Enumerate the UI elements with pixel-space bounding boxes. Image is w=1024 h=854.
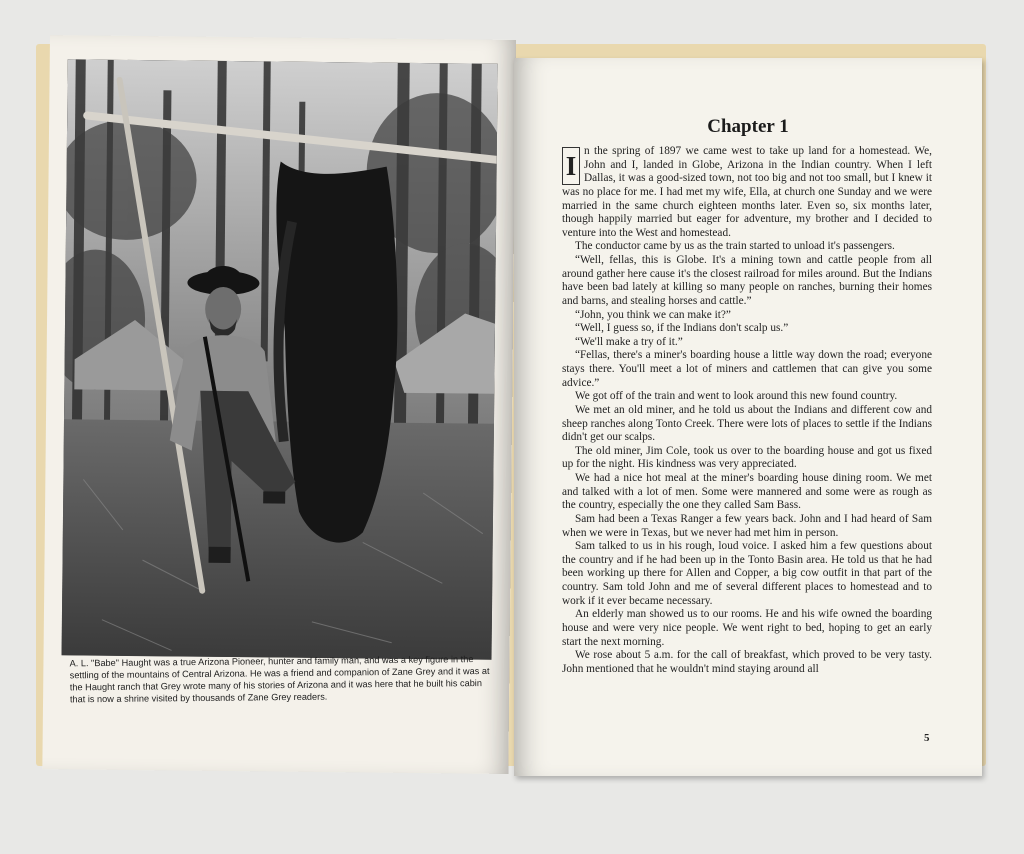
drop-cap: I [562,147,580,185]
paragraph: The old miner, Jim Cole, took us over to the boarding house and got us fixed up for the night. His kindness was very appreciated. [562,444,932,471]
left-page [42,35,516,774]
paragraph: “Well, fellas, this is Globe. It's a mining town and cattle people from all around gather here cause it's the closest railroad for miles around. But the Indians have been bad lately at killing so many people on ranches, burning their homes and barns, and stealing horses and cattle.” [562,254,932,307]
paragraph: “Well, I guess so, if the Indians don't scalp us.” [575,322,789,335]
photo-caption: A. L. "Babe" Haught was a true Arizona Pioneer, hunter and family man, and was a key figure in the settling of the mountains of Central Arizona. He was a friend and companion of Zane Grey and it was at the Haught ranch that Grey wrote many of his stories of Arizona and it was here that he built his cabin that is now a shrine visited by thousands of Zane Grey readers. [69,654,490,705]
paragraph: We got off of the train and went to look around this new found country. [575,390,898,403]
paragraph: “Fellas, there's a miner's boarding house a little way down the road; everyone stays there. You'll meet a lot of miners and cattlemen that can give you some advice.” [562,349,932,389]
chapter-body [562,145,932,676]
paragraph: “We'll make a try of it.” [575,335,683,348]
page-number: 5 [924,732,930,744]
paragraph: We rose about 5 a.m. for the call of breakfast, which proved to be very tasty. John mentioned that he wouldn't mind staying around all [562,649,932,675]
paragraph: The conductor came by us as the train started to unload it's passengers. [575,240,895,253]
hunter-bear-photo [62,59,498,659]
first-paragraph: I n the spring of 1897 we came west to take up land for a homestead. We, John and I, landed in Globe, Arizona in the Indian country. When I left Dallas, it was a good-sized town, not too big and not too small, but I knew it was no place for me. I had met my wife, Ella, at church one Sunday and we were married in the same church eighteen months later. Even so, six months later, though happily married but eager for adventure, my brother and I decided to venture into the West and homestead. [562,145,932,239]
paragraph: An elderly man showed us to our rooms. He and his wife owned the boarding house and were very nice people. We went right to bed, hoping to get an early start the next morning. [562,608,932,648]
chapter-title: Chapter 1 [707,116,789,137]
paragraph: We had a nice hot meal at the miner's boarding house dining room. We met and talked with a lot of men. Some were mannered and some were as rough as the country, especially the one they called Sam Bass. [562,472,932,512]
paragraph: Sam had been a Texas Ranger a few years back. John and I had heard of Sam when we were in Texas, but we never had met him in person. [562,512,932,539]
paragraph: We met an old miner, and he told us about the Indians and different cow and sheep ranches along Tonto Creek. There were lots of places to settle if the Indians didn't get our scalps. [562,403,932,444]
paragraph: “John, you think we can make it?” [575,308,731,321]
paragraph: Sam talked to us in his rough, loud voice. I asked him a few questions about the country and if he had been up in the Tonto Basin area. He told us that he had been working up there for Allen and Copper, a big cow outfit in that part of the country. Sam told John and me of several different places to homestead and to work if it ever became necessary. [562,540,932,607]
